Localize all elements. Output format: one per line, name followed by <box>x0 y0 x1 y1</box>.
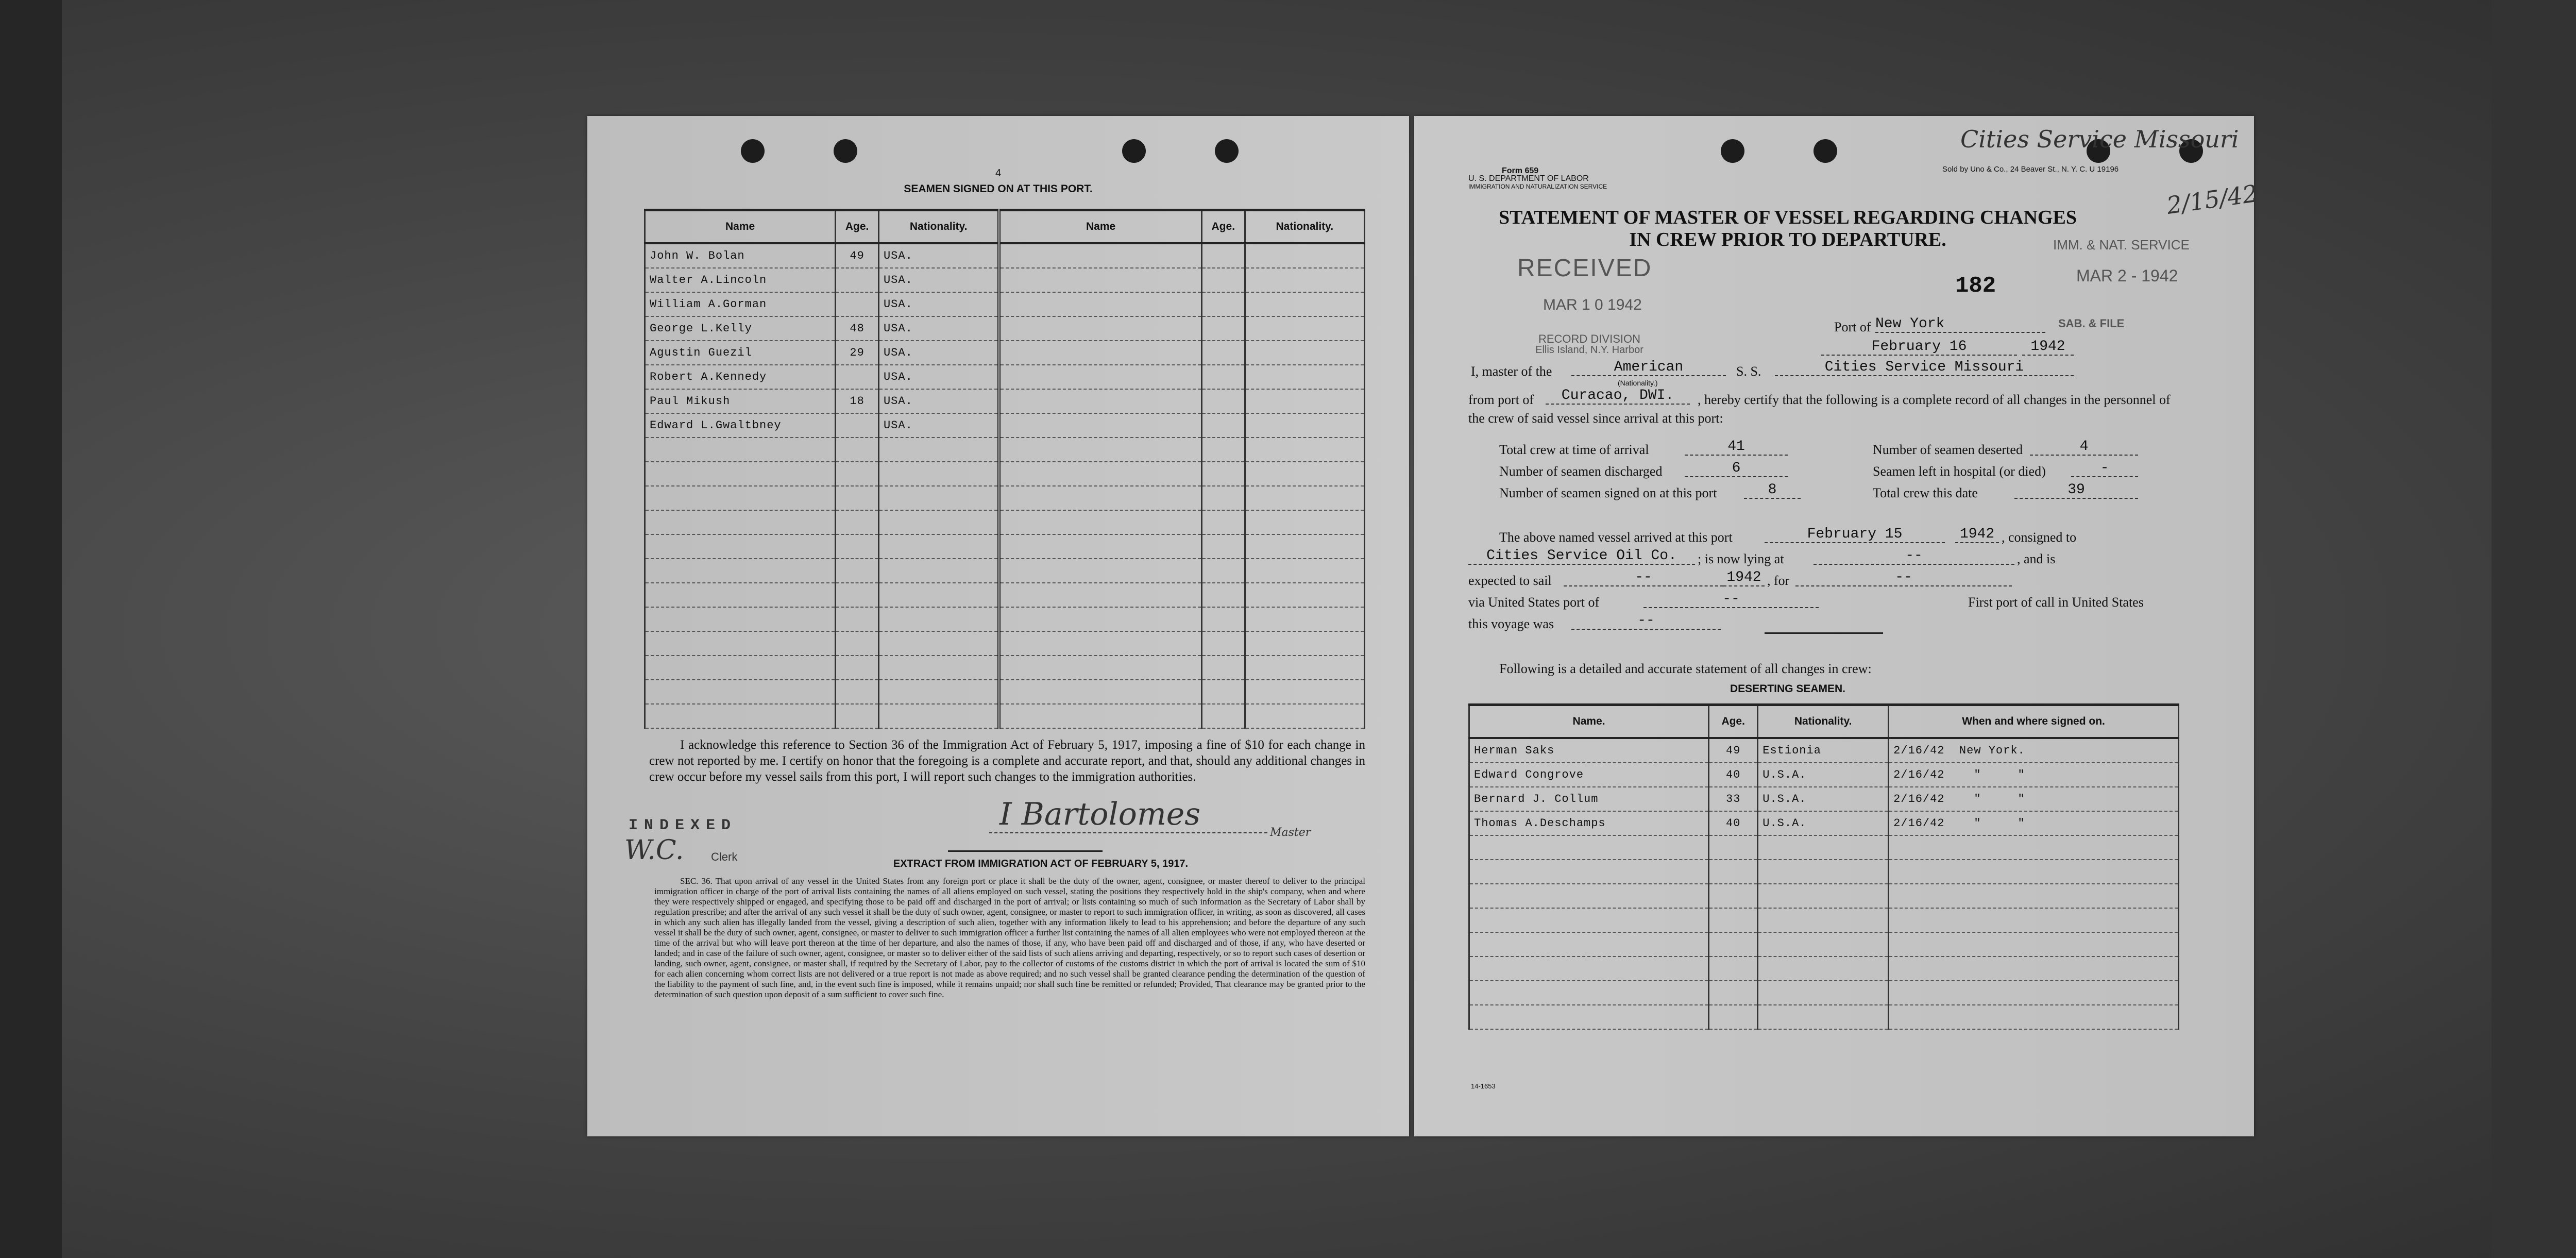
arrived-date: February 15 <box>1765 526 1945 543</box>
empty-cell <box>1245 268 1364 292</box>
from-port-label: from port of <box>1468 392 1534 407</box>
empty-cell <box>1245 243 1364 268</box>
empty-cell <box>1201 268 1245 292</box>
deserter-when: 2/16/42 New York. <box>1889 738 2179 763</box>
page-number: 4 <box>995 167 1002 179</box>
empty-cell <box>645 559 836 583</box>
consigned-label: , consigned to <box>2002 530 2077 545</box>
empty-cell <box>1469 860 1709 884</box>
empty-cell <box>999 583 1201 607</box>
empty-cell <box>1758 908 1889 932</box>
deserter-nationality: U.S.A. <box>1758 811 1889 835</box>
stat-value-hospital: - <box>2071 460 2138 477</box>
empty-cell <box>1201 341 1245 365</box>
empty-cell <box>1709 860 1758 884</box>
seaman-nationality: USA. <box>878 268 999 292</box>
empty-cell <box>1245 680 1364 704</box>
empty-cell <box>1245 510 1364 534</box>
scan-edge-right <box>2492 0 2576 1258</box>
table-row <box>645 438 1365 462</box>
ellis-island: Ellis Island, N.Y. Harbor <box>1535 344 1643 356</box>
punch-hole <box>1215 139 1239 163</box>
seaman-nationality: USA. <box>878 341 999 365</box>
empty-cell <box>836 680 879 704</box>
imm-stamp: IMM. & NAT. SERVICE <box>2053 237 2190 253</box>
service: IMMIGRATION AND NATURALIZATION SERVICE <box>1468 183 1607 190</box>
empty-cell <box>645 656 836 680</box>
via-value: -- <box>1643 591 1819 608</box>
table-row <box>1469 860 2179 884</box>
seaman-nationality: USA. <box>878 243 999 268</box>
empty-cell <box>1469 835 1709 860</box>
empty-cell <box>1709 957 1758 981</box>
and-is: , and is <box>2017 551 2056 566</box>
empty-cell <box>1245 462 1364 486</box>
empty-cell <box>1201 365 1245 389</box>
scan-edge-left <box>0 0 62 1258</box>
empty-cell <box>1201 704 1245 728</box>
deserting-header: DESERTING SEAMEN. <box>1730 683 1846 695</box>
empty-cell <box>999 316 1201 341</box>
col-age: Age. <box>836 210 879 244</box>
deserter-when: 2/16/42 " " <box>1889 787 2179 811</box>
empty-cell <box>1758 860 1889 884</box>
empty-cell <box>645 462 836 486</box>
seaman-name: George L.Kelly <box>645 316 836 341</box>
extract-text: SEC. 36. That upon arrival of any vessel in the United States from any foreign port or place it shall be the duty of the owner, agent, consignee, or master thereof to deliver to the principal immigration officer in charge of the port of arrival lists containing the names of all aliens employed on such vessel, stating the positions they respectively hold in the ship's company, when and where they were respectively shipped or engaged, and specifying those to be paid off and discharged in the port of arrival; or lists containing so much of such information as the Secretary of Labor shall by regulation prescribe; and after the arrival of any such vessel it shall be the duty of such owner, agent, consignee, or master to report to such immigration officer, in writing, as soon as discovered, all cases in which any such alien has illegally landed from the vessel, giving a description of such alien, together with any information likely to lead to his apprehension; and before the departure of any such vessel it shall be the duty of such owner, agent, consignee, or master to deliver to such immigration officer a further list containing the names of all alien employees who were not employed thereon at the time of the arrival but who will leave port thereon at the time of her departure, and also the names of those, if any, who have been paid off and discharged and of those, if any, who have deserted or landed; and in case of the failure of such owner, agent, consignee, or master so to deliver either of the said lists of such aliens arriving and departing, respectively, or so to report such cases of desertion or landing, such owner, agent, consignee, or master shall, if required by the Secretary of Labor, pay to the collector of customs of the customs district in which the port of arrival is located the sum of $10 for each alien concerning whom correct lists are not delivered or a true report is not made as above required; and no such vessel shall be granted clearance pending the determination of the question of the liability to the payment of such fine, and, in the event such fine is imposed, while it remains unpaid; nor shall such fine be remitted or refunded; Provided, That clearance may be granted prior to the determination of such question upon deposit of a sum sufficient to cover such fine. <box>654 876 1365 999</box>
form-title-line2: IN CREW PRIOR TO DEPARTURE. <box>1629 229 1946 250</box>
deserter-name: Thomas A.Deschamps <box>1469 811 1709 835</box>
clerk-initials: W.C. <box>624 835 684 866</box>
ss-label: S. S. <box>1736 364 1761 379</box>
handwritten-vessel-note: Cities Service Missouri <box>1960 125 2239 153</box>
deserter-age: 49 <box>1709 738 1758 763</box>
empty-cell <box>836 438 879 462</box>
empty-cell <box>1201 656 1245 680</box>
extract-rule <box>948 850 1103 852</box>
empty-cell <box>645 486 836 510</box>
deserter-when: 2/16/42 " " <box>1889 763 2179 787</box>
empty-cell <box>878 583 999 607</box>
deserter-nationality: Estionia <box>1758 738 1889 763</box>
stat-value-deserted: 4 <box>2030 439 2138 456</box>
table-row <box>1469 932 2179 957</box>
empty-cell <box>1201 559 1245 583</box>
empty-cell <box>1201 680 1245 704</box>
empty-cell <box>878 680 999 704</box>
deserter-name: Herman Saks <box>1469 738 1709 763</box>
empty-cell <box>999 510 1201 534</box>
empty-cell <box>645 510 836 534</box>
empty-cell <box>878 534 999 559</box>
empty-cell <box>1758 1005 1889 1029</box>
table-row <box>645 510 1365 534</box>
master-prefix: I, master of the <box>1471 364 1552 379</box>
table-row <box>645 413 1365 438</box>
col-desert-when: When and where signed on. <box>1889 705 2179 739</box>
expected-value: -- <box>1564 569 1723 586</box>
empty-cell <box>1709 835 1758 860</box>
seaman-age <box>836 292 879 316</box>
empty-cell <box>1469 932 1709 957</box>
empty-cell <box>1201 534 1245 559</box>
record-division: RECORD DIVISION <box>1538 332 1641 345</box>
extract-title: EXTRACT FROM IMMIGRATION ACT OF FEBRUARY 5, 1917. <box>893 858 1189 869</box>
voyage-value: -- <box>1571 613 1721 630</box>
empty-cell <box>878 704 999 728</box>
empty-cell <box>1709 932 1758 957</box>
empty-cell <box>1245 341 1364 365</box>
table-row <box>645 631 1365 656</box>
seaman-name: John W. Bolan <box>645 243 836 268</box>
deserter-name: Bernard J. Collum <box>1469 787 1709 811</box>
punch-hole <box>834 139 857 163</box>
empty-cell <box>878 510 999 534</box>
following-text: Following is a detailed and accurate statement of all changes in crew: <box>1499 661 1872 676</box>
empty-cell <box>836 704 879 728</box>
punch-hole <box>741 139 765 163</box>
empty-cell <box>1889 884 2179 908</box>
for-label: , for <box>1767 573 1790 588</box>
seaman-nationality: USA. <box>878 413 999 438</box>
table-row <box>645 680 1365 704</box>
seaman-name: Robert A.Kennedy <box>645 365 836 389</box>
table-row <box>645 341 1365 365</box>
empty-cell <box>1889 835 2179 860</box>
empty-cell <box>1245 534 1364 559</box>
empty-cell <box>1245 583 1364 607</box>
empty-cell <box>645 583 836 607</box>
table-row <box>645 559 1365 583</box>
empty-cell <box>999 243 1201 268</box>
empty-cell <box>999 341 1201 365</box>
first-port-label: First port of call in United States <box>1968 595 2144 610</box>
empty-cell <box>1245 704 1364 728</box>
empty-cell <box>836 534 879 559</box>
table-row <box>645 316 1365 341</box>
empty-cell <box>1201 316 1245 341</box>
empty-cell <box>878 486 999 510</box>
seaman-nationality: USA. <box>878 316 999 341</box>
empty-cell <box>1201 486 1245 510</box>
consignee: Cities Service Oil Co. <box>1468 548 1695 565</box>
empty-cell <box>1201 389 1245 413</box>
empty-cell <box>1889 932 2179 957</box>
voyage-label: this voyage was <box>1468 616 1554 631</box>
table-row <box>645 704 1365 728</box>
seaman-name: Agustin Guezil <box>645 341 836 365</box>
seaman-name: Walter A.Lincoln <box>645 268 836 292</box>
empty-cell <box>1245 607 1364 631</box>
empty-cell <box>645 438 836 462</box>
stat-label-total: Total crew this date <box>1873 485 1978 500</box>
empty-cell <box>1469 1005 1709 1029</box>
empty-cell <box>1469 981 1709 1005</box>
footer-code: 14-1653 <box>1471 1082 1496 1090</box>
arrived-year: 1942 <box>1955 526 1999 543</box>
empty-cell <box>836 559 879 583</box>
empty-cell <box>999 486 1201 510</box>
empty-cell <box>878 607 999 631</box>
empty-cell <box>1709 908 1758 932</box>
signature-line <box>989 832 1267 833</box>
empty-cell <box>1245 389 1364 413</box>
col-desert-nationality: Nationality. <box>1758 705 1889 739</box>
empty-cell <box>1709 1005 1758 1029</box>
empty-cell <box>836 583 879 607</box>
table-row <box>645 583 1365 607</box>
certify-text: , hereby certify that the following is a complete record of all changes in the personnel of the crew of said vessel since arrival at this port: <box>1468 392 2171 426</box>
table-row <box>645 365 1365 389</box>
stat-value-total: 39 <box>2014 482 2138 499</box>
signed-on-header: SEAMEN SIGNED ON AT THIS PORT. <box>904 183 1093 195</box>
empty-cell <box>999 365 1201 389</box>
port-label: Port of <box>1834 320 1871 334</box>
table-row <box>645 656 1365 680</box>
empty-cell <box>1245 438 1364 462</box>
table-row <box>1469 787 2179 811</box>
empty-cell <box>999 413 1201 438</box>
empty-cell <box>645 607 836 631</box>
deserter-nationality: U.S.A. <box>1758 763 1889 787</box>
form-number: Form 659 <box>1502 166 1539 175</box>
deserter-nationality: U.S.A. <box>1758 787 1889 811</box>
empty-cell <box>836 631 879 656</box>
stat-label-signed: Number of seamen signed on at this port <box>1499 485 1717 500</box>
empty-cell <box>1201 243 1245 268</box>
stat-value-arrival: 41 <box>1685 439 1788 456</box>
empty-cell <box>1758 932 1889 957</box>
empty-cell <box>645 534 836 559</box>
table-row <box>645 486 1365 510</box>
clerk-label: Clerk <box>711 850 738 863</box>
seaman-nationality: USA. <box>878 292 999 316</box>
acknowledgement-text: I acknowledge this reference to Section 36 of the Immigration Act of February 5, 1917, imposing a fine of $10 for each change in crew not reported by me. I certify on honor that the foregoing is a complete and accurate report, and that, should any additional changes in crew occur before my vessel sails from this port, I will report such changes to the immigration authorities. <box>649 738 1365 784</box>
col-nationality-2: Nationality. <box>1245 210 1364 244</box>
empty-cell <box>1469 908 1709 932</box>
port-value: New York <box>1875 316 2045 333</box>
table-row <box>645 462 1365 486</box>
department: U. S. DEPARTMENT OF LABOR <box>1468 174 1589 183</box>
seaman-age: 48 <box>836 316 879 341</box>
table-row <box>645 292 1365 316</box>
port-stamp: SAB. & FILE <box>2058 317 2125 330</box>
empty-cell <box>836 607 879 631</box>
seaman-name: William A.Gorman <box>645 292 836 316</box>
table-row <box>1469 763 2179 787</box>
table-row <box>1469 811 2179 835</box>
empty-cell <box>999 631 1201 656</box>
table-row <box>1469 1005 2179 1029</box>
empty-cell <box>1245 656 1364 680</box>
empty-cell <box>836 656 879 680</box>
seaman-age <box>836 365 879 389</box>
master-label: Master <box>1270 826 1311 839</box>
punch-hole <box>1814 139 1837 163</box>
table-row <box>645 268 1365 292</box>
seaman-age: 18 <box>836 389 879 413</box>
empty-cell <box>1469 957 1709 981</box>
empty-cell <box>1469 884 1709 908</box>
table-row <box>645 389 1365 413</box>
empty-cell <box>999 680 1201 704</box>
master-signature: I Bartolomes <box>999 796 1201 832</box>
empty-cell <box>1245 486 1364 510</box>
printer-note: Sold by Uno & Co., 24 Beaver St., N. Y. C. U 19196 <box>1942 165 2119 174</box>
empty-cell <box>999 607 1201 631</box>
empty-cell <box>1709 981 1758 1005</box>
empty-cell <box>1758 981 1889 1005</box>
empty-cell <box>999 704 1201 728</box>
deserter-age: 33 <box>1709 787 1758 811</box>
handwritten-date: 2/15/42 <box>2165 179 2260 220</box>
empty-cell <box>1201 462 1245 486</box>
empty-cell <box>878 631 999 656</box>
via-label: via United States port of <box>1468 595 1600 610</box>
stat-value-signed: 8 <box>1744 482 1801 499</box>
deserter-when: 2/16/42 " " <box>1889 811 2179 835</box>
empty-cell <box>1889 981 2179 1005</box>
empty-cell <box>878 462 999 486</box>
empty-cell <box>1245 365 1364 389</box>
empty-cell <box>1245 292 1364 316</box>
punch-hole <box>1122 139 1146 163</box>
stat-value-discharged: 6 <box>1685 460 1788 477</box>
empty-cell <box>645 631 836 656</box>
imm-date: MAR 2 - 1942 <box>2076 266 2178 285</box>
empty-cell <box>999 559 1201 583</box>
empty-cell <box>1709 884 1758 908</box>
empty-cell <box>836 462 879 486</box>
table-row <box>1469 738 2179 763</box>
col-nationality: Nationality. <box>878 210 999 244</box>
indexed-stamp: INDEXED <box>629 817 737 834</box>
deserter-age: 40 <box>1709 811 1758 835</box>
received-stamp: RECEIVED <box>1517 255 1652 282</box>
empty-cell <box>999 534 1201 559</box>
stat-label-arrival: Total crew at time of arrival <box>1499 442 1649 457</box>
empty-cell <box>878 438 999 462</box>
empty-cell <box>1245 316 1364 341</box>
signed-on-table <box>644 209 1365 729</box>
empty-cell <box>1758 884 1889 908</box>
empty-cell <box>1201 413 1245 438</box>
empty-cell <box>836 486 879 510</box>
seaman-name: Paul Mikush <box>645 389 836 413</box>
stat-label-hospital: Seamen left in hospital (or died) <box>1873 464 2046 479</box>
empty-cell <box>999 462 1201 486</box>
table-row <box>1469 908 2179 932</box>
seaman-nationality: USA. <box>878 389 999 413</box>
vessel-name: Cities Service Missouri <box>1775 359 2074 376</box>
stat-label-discharged: Number of seamen discharged <box>1499 464 1663 479</box>
empty-cell <box>1889 860 2179 884</box>
serial-number: 182 <box>1955 273 1996 299</box>
col-name-2: Name <box>999 210 1201 244</box>
nationality-value: American <box>1571 359 1726 376</box>
form-title-line1: STATEMENT OF MASTER OF VESSEL REGARDING CHANGES <box>1499 207 2077 228</box>
expected-year: 1942 <box>1723 569 1765 586</box>
table-row <box>1469 835 2179 860</box>
seaman-age <box>836 413 879 438</box>
col-name: Name <box>645 210 836 244</box>
seaman-name: Edward L.Gwaltbney <box>645 413 836 438</box>
empty-cell <box>1889 908 2179 932</box>
stat-label-deserted: Number of seamen deserted <box>1873 442 2023 457</box>
col-desert-age: Age. <box>1709 705 1758 739</box>
table-row <box>645 243 1365 268</box>
left-page <box>587 116 1409 1136</box>
empty-cell <box>1201 510 1245 534</box>
empty-cell <box>1758 957 1889 981</box>
seaman-age: 29 <box>836 341 879 365</box>
empty-cell <box>999 268 1201 292</box>
empty-cell <box>999 438 1201 462</box>
empty-cell <box>1201 631 1245 656</box>
empty-cell <box>1201 438 1245 462</box>
col-desert-name: Name. <box>1469 705 1709 739</box>
for-value: -- <box>1795 569 2012 586</box>
empty-cell <box>999 292 1201 316</box>
col-age-2: Age. <box>1201 210 1245 244</box>
empty-cell <box>999 389 1201 413</box>
date-value: February 16 <box>1821 339 2017 356</box>
table-row <box>1469 957 2179 981</box>
empty-cell <box>1201 292 1245 316</box>
table-row <box>1469 981 2179 1005</box>
table-row <box>1469 884 2179 908</box>
received-date: MAR 1 0 1942 <box>1543 296 1642 313</box>
expected-label: expected to sail <box>1468 573 1552 588</box>
lying-value: -- <box>1814 548 2014 565</box>
from-port-value: Curacao, DWI. <box>1546 388 1690 405</box>
empty-cell <box>1245 631 1364 656</box>
empty-cell <box>878 559 999 583</box>
empty-cell <box>836 510 879 534</box>
divider-rule <box>1765 632 1883 634</box>
empty-cell <box>1245 413 1364 438</box>
empty-cell <box>1201 607 1245 631</box>
empty-cell <box>1201 583 1245 607</box>
empty-cell <box>878 656 999 680</box>
empty-cell <box>645 704 836 728</box>
seaman-age: 49 <box>836 243 879 268</box>
arrived-label: The above named vessel arrived at this port <box>1499 530 1733 545</box>
right-page <box>1414 116 2260 1136</box>
empty-cell <box>1889 957 2179 981</box>
empty-cell <box>1245 559 1364 583</box>
empty-cell <box>1889 1005 2179 1029</box>
nationality-caption: (Nationality.) <box>1618 379 1658 387</box>
empty-cell <box>645 680 836 704</box>
table-row <box>645 534 1365 559</box>
deserting-table <box>1468 703 2179 1030</box>
punch-hole <box>1721 139 1744 163</box>
date-year: 1942 <box>2022 339 2074 356</box>
table-row <box>645 607 1365 631</box>
lying-label: ; is now lying at <box>1698 551 1784 566</box>
seaman-nationality: USA. <box>878 365 999 389</box>
empty-cell <box>999 656 1201 680</box>
empty-cell <box>1758 835 1889 860</box>
deserter-name: Edward Congrove <box>1469 763 1709 787</box>
seaman-age <box>836 268 879 292</box>
deserter-age: 40 <box>1709 763 1758 787</box>
